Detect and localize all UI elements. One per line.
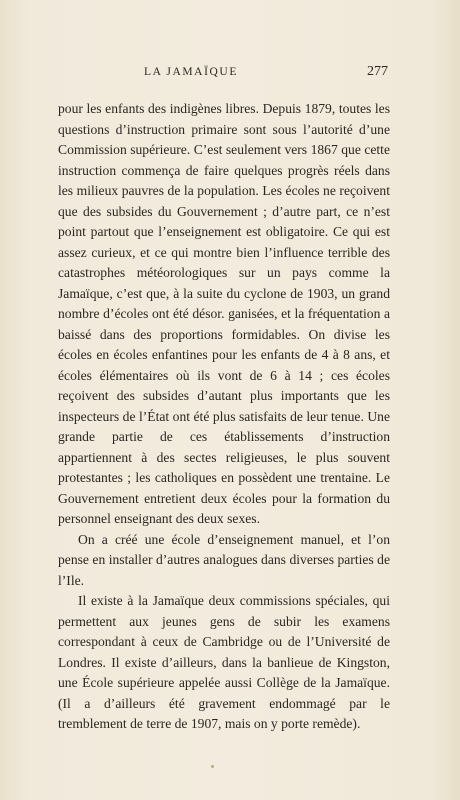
paragraph-1: pour les enfants des indigènes libres. Depuis 1879, toutes les questions d’instruction primaire sont sous l’autorité d’une Commission supérieure. C’est seulement vers 1867 que cette instruction commença de faire quelques progrès réels dans les milieux pauvres de la population. Les écoles ne reçoivent que des subsides du Gouvernement ; d’autre part, ce n’est point partout que l’enseignement est obligatoire. Ce qui est assez curieux, et ce qui montre bien l’influence terrible des catastrophes météorologiques sur un pays comme la Jamaïque, c’est que, à la suite du cyclone de 1903, un grand nombre d’écoles ont été désor. ganisées, et la fréquentation a baissé dans des proportions formidables. On divise les écoles en écoles enfantines pour les enfants de 4 à 8 ans, et écoles élémentaires où ils vont de 6 à 14 ; ces écoles reçoivent des subsides d’autant plus importants que les inspecteurs de l’État ont été plus satisfaits de leur tenue. Une grande partie de ces établissements d’instruction appartiennent à des sectes religieuses, le plus souvent protestantes ; les catholiques en possèdent une trentaine. Le Gouvernement entretient deux écoles pour la formation du personnel enseignant des deux sexes. (58, 101, 390, 526)
paper-speck (211, 765, 214, 768)
running-header (58, 66, 388, 86)
paragraph-2: On a créé une école d’enseignement manuel, et l’on pense en installer d’autres analogues dans diverses parties de l’Ile. (58, 531, 390, 588)
running-title: LA JAMAÏQUE (144, 66, 238, 78)
page-number: 277 (367, 64, 388, 79)
body-text (58, 99, 390, 735)
paragraph-3: Il existe à la Jamaïque deux commissions spéciales, qui permettent aux jeunes gens de subir les examens correspondant à ceux de Cambridge ou de l’Université de Londres. Il existe d’ailleurs, dans la banlieue de Kingston, une École supérieure appelée aussi Collège de la Jamaïque. (Il a d’ailleurs été gravement endommagé par le tremblement de terre de 1907, mais on y porte remède). (58, 593, 390, 731)
